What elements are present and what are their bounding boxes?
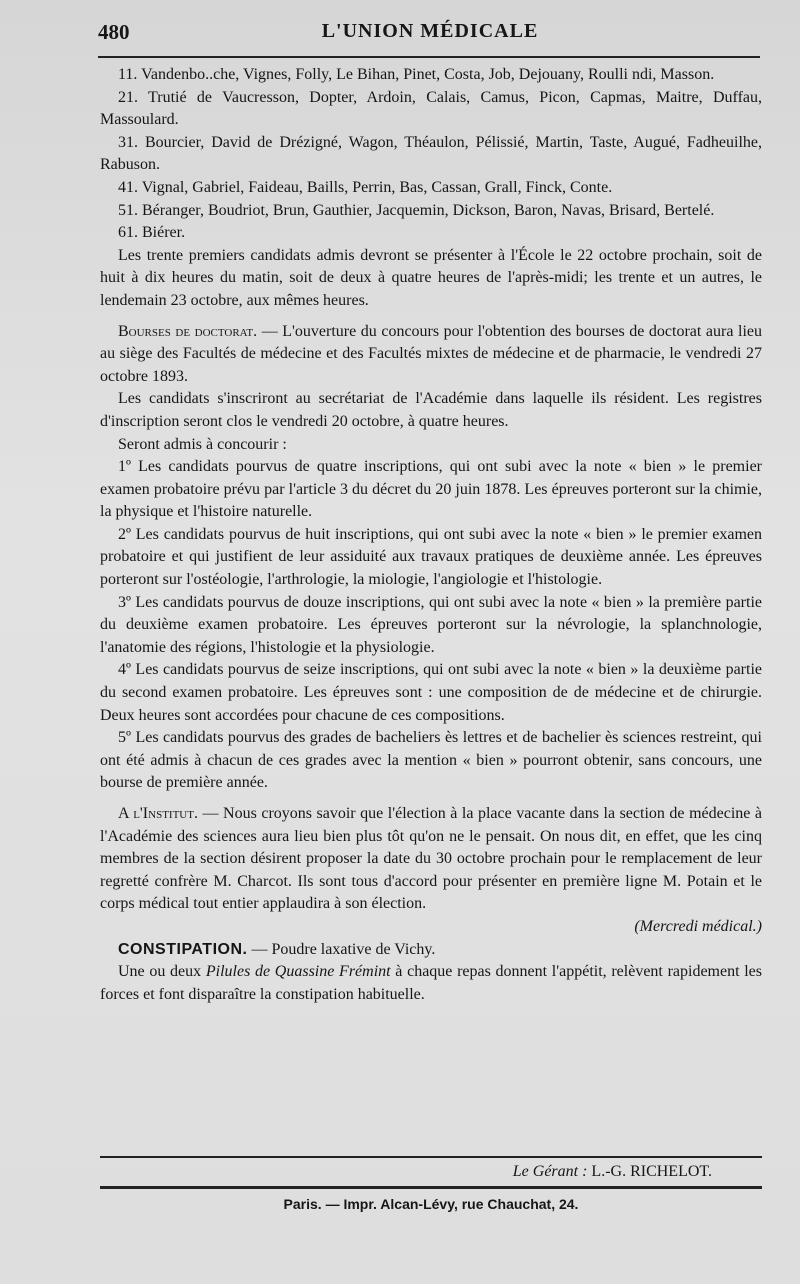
advert-paragraph: Une ou deux Pilules de Quassine Frémint à chaque repas donnent l'appétit, relèvent rapidement les forces et font disparaître la constipation habituelle. — [100, 963, 763, 1003]
paragraph-item: 5º Les candidats pourvus des grades de bacheliers ès lettres et de bachelier ès sciences restreint, qui ont été admis à chacun de ces grades avec la mention « bien » pourront obtenir, sans concours, une bourse de première année. — [100, 729, 762, 792]
gerant-label: Le Gérant : — [512, 1163, 588, 1180]
header-rule — [98, 56, 760, 58]
footer-rule — [100, 1156, 762, 1158]
candidate-list-line: 21. Trutié de Vaucresson, Dopter, Ardoin, Calais, Camus, Picon, Capmas, Maitre, Duffau, Massoulard. — [100, 88, 762, 129]
paragraph-text: — Nous croyons savoir que l'élection à la place vacante dans la section de médecine à l'Académie des sciences aura lieu bien plus tôt qu'on ne le pensait. On nous dit, en effet, que les cinq membres de la section désirent proposer la date du 30 octobre prochain pour le remplacement de leur regretté confrère M. Charcot. Ils sont tous d'accord pour présenter en première ligne M. Potain et le corps médical tout entier applaudira à son élection. — [100, 805, 762, 913]
advert-text: — Poudre laxative de Vichy. — [247, 940, 436, 958]
product-name: Pilules de Quassine Frémint — [205, 963, 391, 981]
paragraph-text: — L'ouverture du concours pour l'obtention des bourses de doctorat aura lieu au siège des Facultés de médecine et des Facultés mixtes de médecine et de pharmacie, le vendredi 27 octobre 1893. — [100, 322, 762, 385]
paragraph: Seront admis à concourir : — [118, 435, 287, 453]
advert-line — [100, 939, 762, 962]
page-header — [98, 20, 762, 50]
paragraph-bourses — [100, 321, 762, 389]
imprint-rule — [100, 1186, 762, 1189]
paragraph-institut — [100, 803, 762, 916]
candidate-list-line: 51. Béranger, Boudriot, Brun, Gauthier, Jacquemin, Dickson, Baron, Navas, Brisard, Bertelé. — [118, 201, 715, 219]
advert-lead: CONSTIPATION. — [118, 940, 248, 958]
candidate-list-line: 11. Vandenbo..che, Vignes, Folly, Le Bihan, Pinet, Costa, Job, Dejouany, Roulli ndi, Masson. — [118, 66, 715, 83]
gerant-line — [100, 1163, 712, 1181]
article-body — [100, 64, 762, 1006]
section-lead: A l'Institut. — [118, 805, 198, 822]
candidate-list-line: 41. Vignal, Gabriel, Faideau, Baills, Perrin, Bas, Cassan, Grall, Finck, Conte. — [118, 178, 613, 196]
paragraph-item: 2º Les candidats pourvus de huit inscriptions, qui ont subi avec la note « bien » le premier examen probatoire et qui justifient de leur assiduité aux travaux pratiques de deuxième année. Les épreuves porteront sur l'ostéologie, l'arthrologie, la miologie, l'angiologie et l'histologie. — [100, 525, 762, 589]
paragraph-item: 4º Les candidats pourvus de seize inscriptions, qui ont subi avec la note « bien » la deuxième partie du second examen probatoire. Les épreuves sont : une composition de de médecine et de chirurgie. Deux heures sont accordées pour chacune de ces compositions. — [100, 661, 762, 724]
paragraph-item: 3º Les candidats pourvus de douze inscriptions, qui ont subi avec la note « bien » la première partie du deuxième examen probatoire. Les épreuves porteront sur la névrologie, la splanchnologie, l'anatomie des régions, l'histologie et la physiologie. — [100, 593, 762, 656]
gerant-name: L.-G. RICHELOT. — [587, 1163, 712, 1180]
running-title: L'UNION MÉDICALE — [321, 20, 539, 42]
source-attribution: (Mercredi médical.) — [634, 917, 762, 935]
section-lead: Bourses de doctorat. — [118, 322, 258, 340]
candidate-list-line: 31. Bourcier, David de Drézigné, Wagon, Théaulon, Pélissié, Martin, Taste, Augué, Fadheuilhe, Rabuson. — [100, 133, 762, 174]
candidate-list-line: 61. Biérer. — [118, 224, 186, 242]
paragraph: Les candidats s'inscriront au secrétariat de l'Académie dans laquelle ils résident. Les registres d'inscription seront clos le vendredi 20 octobre, à quatre heures. — [100, 390, 762, 430]
page-number: 480 — [98, 20, 130, 44]
paragraph-item: 1º Les candidats pourvus de quatre inscriptions, qui ont subi avec la note « bien » le premier examen probatoire prévu par l'article 3 du décret du 20 juin 1878. Les épreuves porteront sur la chimie, la physique et l'histoire naturelle. — [100, 458, 762, 521]
imprint-line: Paris. — Impr. Alcan-Lévy, rue Chauchat, 24. — [283, 1196, 579, 1212]
paragraph: Les trente premiers candidats admis devront se présenter à l'École le 22 octobre prochain, soit de huit à dix heures du matin, soit de deux à quatre heures de l'après-midi; les trente et un autres, le lendemain 23 octobre, aux mêmes heures. — [100, 246, 762, 309]
